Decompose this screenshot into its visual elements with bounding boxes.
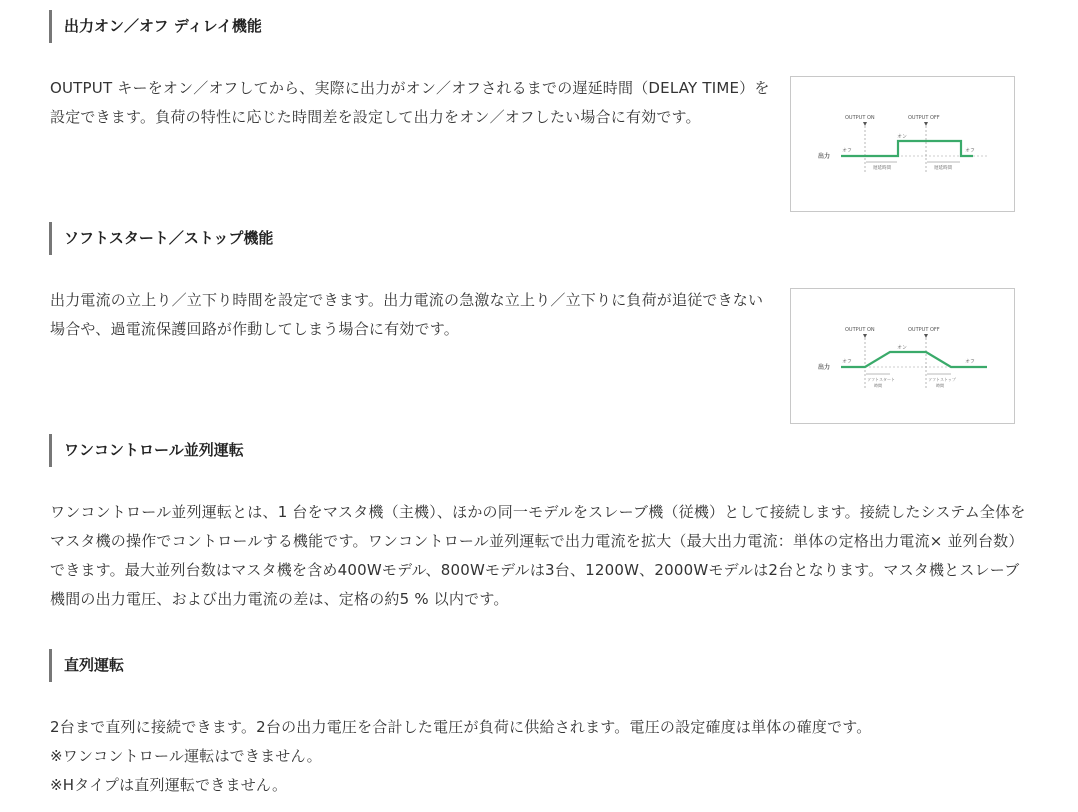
arrow-down-icon: [924, 334, 928, 338]
label-soft-stop-time: 時間: [936, 383, 944, 388]
label-soft-stop: ソフトストップ: [928, 377, 956, 382]
paragraph-line: 2台まで直列に接続できます。2台の出力電圧を合計した電圧が負荷に供給されます。電圧の設定確度は単体の確度です。: [50, 718, 872, 736]
delay-timing-diagram: [790, 76, 1015, 212]
section-paragraph-parallel: [50, 498, 1028, 614]
section-heading-series: 直列運転: [49, 649, 124, 682]
label-off: オフ: [842, 148, 852, 154]
label-on: オン: [897, 134, 908, 140]
label-output: 出力: [818, 153, 831, 160]
section-paragraph-series: [50, 713, 1028, 800]
section-paragraph-soft-start: [50, 286, 776, 344]
output-waveform: [841, 141, 973, 156]
label-delay-on: 遅延時間: [873, 166, 891, 171]
paragraph-text: 出力電流の立上り／立下り時間を設定できます。出力電流の急激な立上り／立下りに負荷が追従できない場合や、過電流保護回路が作動してしまう場合に有効です。: [50, 291, 764, 338]
label-output: 出力: [818, 364, 831, 371]
arrow-down-icon: [924, 122, 928, 126]
arrow-down-icon: [863, 122, 867, 126]
paragraph-text: ワンコントロール並列運転とは、1 台をマスタ機（主機）、ほかの同一モデルをスレーブ機（従機）として接続します。接続したシステム全体をマスタ機の操作でコントロールする機能です。ワンコントロール並列運転で出力電流を拡大（最大出力電流：単体の定格出力電流× 並列台数）できます。最大並列台数はマスタ機を含め400Wモデル、800Wモデルは3台、1200W、2000Wモデルは2台となります。マスタ機とスレーブ機間の出力電圧、および出力電流の差は、定格の約5 % 以内です。: [50, 503, 1026, 608]
label-off: オフ: [842, 359, 852, 365]
section-heading-soft-start: ソフトスタート／ストップ機能: [49, 222, 273, 255]
section-heading-parallel: ワンコントロール並列運転: [49, 434, 244, 467]
label-output-off: OUTPUT OFF: [908, 327, 940, 333]
label-off-right: オフ: [965, 148, 975, 154]
label-soft-start: ソフトスタート: [867, 377, 895, 382]
soft-start-timing-diagram: [790, 288, 1015, 424]
label-on: オン: [897, 345, 908, 351]
label-output-on: OUTPUT ON: [845, 327, 875, 333]
arrow-down-icon: [863, 334, 867, 338]
note-line: ※ワンコントロール運転はできません。: [50, 747, 322, 765]
paragraph-text: OUTPUT キーをオン／オフしてから、実際に出力がオン／オフされるまでの遅延時間（DELAY TIME）を設定できます。負荷の特性に応じた時間差を設定して出力をオン／オフしたい場合に有効です。: [50, 79, 770, 126]
label-output-on: OUTPUT ON: [845, 115, 875, 121]
label-output-off: OUTPUT OFF: [908, 115, 940, 121]
label-off-right: オフ: [965, 359, 975, 365]
note-line: ※Hタイプは直列運転できません。: [50, 776, 288, 794]
label-delay-off: 遅延時間: [934, 166, 952, 171]
label-soft-start-time: 時間: [874, 383, 882, 388]
section-paragraph-delay: [50, 74, 776, 132]
section-heading-delay: 出力オン／オフ ディレイ機能: [49, 10, 262, 43]
